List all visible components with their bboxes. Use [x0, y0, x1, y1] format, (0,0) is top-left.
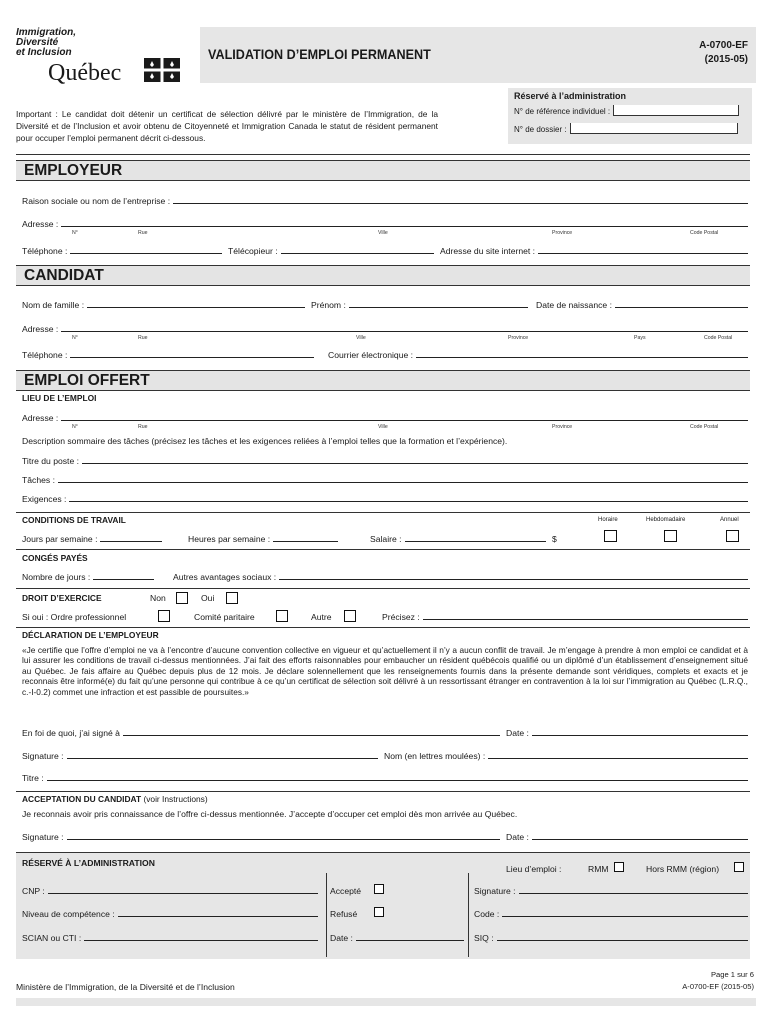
fleur-de-lis-flag-icon [144, 58, 180, 82]
job-tasks-line [58, 481, 748, 483]
employer-fax-field[interactable]: Télécopieur : [228, 246, 434, 256]
dossier-digit-boxes[interactable] [570, 123, 738, 134]
footer-form-code: A-0700-EF (2015-05) [682, 982, 754, 991]
employer-address-line [61, 225, 748, 227]
footer-ministry: Ministère de l’Immigration, de la Diversité et de l’Inclusion [16, 982, 235, 992]
specify-field[interactable]: Précisez : [382, 612, 748, 622]
declaration-signature-field[interactable]: Signature : [22, 751, 378, 761]
job-sub-no: N° [72, 424, 78, 430]
ref-digit-boxes[interactable] [613, 105, 739, 116]
employer-sub-street: Rue [138, 230, 148, 236]
job-sub-postal: Code Postal [690, 424, 719, 430]
refused-label: Refusé [330, 909, 358, 919]
hours-line [273, 540, 338, 542]
employer-phone-field[interactable]: Téléphone : [22, 246, 222, 256]
skill-level-line [118, 915, 318, 917]
logo-quebec-wordmark: Québec [48, 60, 122, 86]
practice-no-label: Non [150, 593, 166, 603]
siq-field[interactable]: SIQ : [474, 933, 748, 943]
section-employeur: EMPLOYEUR [16, 160, 750, 181]
code-line [502, 915, 748, 917]
joint-committee-checkbox[interactable] [276, 610, 288, 622]
scian-line [84, 939, 318, 941]
professional-order-checkbox[interactable] [158, 610, 170, 622]
acceptance-text: Je reconnais avoir pris connaissance de l’offre ci-dessus mentionnée. J’accepte d’occuper cet emploi dès mon arrivée au Québec. [22, 809, 518, 819]
rule-declaration [16, 627, 750, 628]
candidate-address-field[interactable]: Adresse : [22, 324, 748, 334]
candidate-dob-field[interactable]: Date de naissance : [536, 300, 748, 310]
days-per-week-field[interactable]: Jours par semaine : [22, 534, 162, 544]
salary-annual-checkbox[interactable] [726, 530, 739, 542]
refused-checkbox[interactable] [374, 907, 384, 917]
admin-divider-1 [326, 873, 327, 957]
section-emploi-offert: EMPLOI OFFERT [16, 370, 750, 391]
practice-heading: DROIT D’EXERCICE [22, 593, 102, 603]
rule-acceptance [16, 791, 750, 792]
candidate-sub-street: Rue [138, 335, 148, 341]
admin-date-line [356, 939, 464, 941]
declaration-title-line [47, 779, 748, 781]
specify-line [423, 618, 748, 620]
declaration-text: «Je certifie que l’offre d’emploi ne va à l’encontre d’aucune convention collective en vigueur et qu’actuellement il n’y a aucun conflit de travail. Je m’engage à prendre à mon emploi ce candidat et à lui assurer les conditions de travail ci-dessus mentionnées. J’ai fait des efforts raisonnables pour embaucher un résident québécois qualifié ou un diplômé d’un établissement d’enseignement situé au Québec. Je fais affaire au Québec depuis plus de 12 mois. Je déclare solennellement que les renseignements fournis dans la présente demande sont véridiques, complets et exacts et je reconnais être informé(e) du fait qu’une personne qui contribue à ce qu’un certificat de sélection soit délivré à un ressortissant étranger en contravention à la loi sur l’immigration au Québec (L.R.Q., c.-I-0.2) commet une infraction et est passible de poursuites.» [22, 645, 748, 697]
job-tasks-field[interactable]: Tâches : [22, 475, 748, 485]
salary-annual-label: Annuel [720, 517, 739, 523]
salary-hourly-label: Horaire [598, 517, 618, 523]
employer-website-field[interactable]: Adresse du site internet : [440, 246, 748, 256]
intro-text: Important : Le candidat doit détenir un certificat de sélection délivré par le ministère de l’Immigration, de la Diversité et de l’Inclusion et avoir obtenu de Citoyenneté et Immigration Canada le statut de résident permanent pour occuper l’emploi permanent décrit ci-dessous. [16, 109, 438, 143]
candidate-firstname-field[interactable]: Prénom : [311, 300, 528, 310]
leave-days-field[interactable]: Nombre de jours : [22, 572, 154, 582]
work-location-label: Lieu d’emploi : [506, 864, 562, 874]
job-sub-province: Province [552, 424, 573, 430]
job-description-text: Description sommaire des tâches (précisez les tâches et les exigences reliées à l’emploi telles que la formation et l’expérience). [22, 436, 508, 446]
job-requirements-field[interactable]: Exigences : [22, 494, 748, 504]
employer-sub-province: Province [552, 230, 573, 236]
job-address-line [61, 419, 748, 421]
outside-rmm-checkbox[interactable] [734, 862, 744, 872]
siq-line [497, 939, 748, 941]
printed-name-line [488, 757, 748, 759]
employer-address-field[interactable]: Adresse : [22, 219, 748, 229]
form-date: (2015-05) [704, 54, 748, 65]
rmm-checkbox[interactable] [614, 862, 624, 872]
employer-sub-no: N° [72, 230, 78, 236]
candidate-lastname-field[interactable]: Nom de famille : [22, 300, 305, 310]
rmm-label: RMM [588, 864, 609, 874]
scian-field[interactable]: SCIAN ou CTI : [22, 933, 318, 943]
job-address-field[interactable]: Adresse : [22, 413, 748, 423]
other-benefits-field[interactable]: Autres avantages sociaux : [173, 572, 748, 582]
job-sub-street: Rue [138, 424, 148, 430]
code-field[interactable]: Code : [474, 909, 748, 919]
job-location-heading: LIEU DE L’EMPLOI [22, 393, 97, 403]
practice-yes-checkbox[interactable] [226, 592, 238, 604]
section-candidat: CANDIDAT [16, 265, 750, 286]
accepted-checkbox[interactable] [374, 884, 384, 894]
logo-line-1: Immigration, [16, 27, 77, 38]
admin-divider-2 [468, 873, 469, 957]
leave-heading: CONGÉS PAYÉS [22, 553, 88, 563]
job-requirements-line [69, 500, 748, 502]
candidate-sub-no: N° [72, 335, 78, 341]
salary-field[interactable]: Salaire : [370, 534, 546, 544]
printed-name-field[interactable]: Nom (en lettres moulées) : [384, 751, 748, 761]
rule-conditions [16, 512, 750, 513]
page-title: VALIDATION D’EMPLOI PERMANENT [208, 46, 431, 62]
days-line [100, 540, 162, 542]
salary-hourly-checkbox[interactable] [604, 530, 617, 542]
skill-level-field[interactable]: Niveau de compétence : [22, 909, 318, 919]
declaration-date-field[interactable]: Date : [506, 728, 748, 738]
if-yes-order-label: Si oui : Ordre professionnel [22, 612, 127, 622]
candidate-sub-postal: Code Postal [704, 335, 733, 341]
admin-box-title: Réservé à l’administration [514, 91, 627, 101]
candidate-address-line [61, 330, 748, 332]
logo-line-3: et Inclusion [16, 47, 72, 58]
cnp-line [48, 892, 318, 894]
admin-box-top [508, 88, 752, 144]
admin-reserved-heading: RÉSERVÉ À L’ADMINISTRATION [22, 858, 155, 868]
declaration-title-field[interactable]: Titre : [22, 773, 748, 783]
candidate-email-field[interactable]: Courrier électronique : [328, 350, 748, 360]
practice-yes-label: Oui [201, 593, 215, 603]
acceptance-heading: ACCEPTATION DU CANDIDAT (voir Instructions) [22, 794, 208, 804]
salary-line [405, 540, 546, 542]
company-name-line [173, 202, 748, 204]
acceptance-signature-line [67, 838, 500, 840]
declaration-signature-line [67, 757, 378, 759]
candidate-sub-city: Ville [356, 335, 366, 341]
candidate-sub-country: Pays [634, 335, 646, 341]
signed-at-field[interactable]: En foi de quoi, j’ai signé à [22, 728, 500, 738]
admin-date-field[interactable]: Date : [330, 933, 464, 943]
footer-band [16, 998, 756, 1006]
candidate-phone-line [70, 356, 314, 358]
leave-days-line [93, 578, 154, 580]
currency-symbol: $ [552, 534, 557, 544]
rule-practice [16, 588, 750, 589]
conditions-heading: CONDITIONS DE TRAVAIL [22, 515, 126, 525]
acceptance-signature-field[interactable]: Signature : [22, 832, 500, 842]
employer-phone-line [70, 252, 222, 254]
acceptance-date-field[interactable]: Date : [506, 832, 748, 842]
top-rule [16, 154, 750, 155]
employer-sub-city: Ville [378, 230, 388, 236]
cnp-field[interactable]: CNP : [22, 886, 318, 896]
job-title-field[interactable]: Titre du poste : [22, 456, 748, 466]
logo-line-2: Diversité [16, 37, 59, 48]
joint-committee-label: Comité paritaire [194, 612, 255, 622]
ministry-logo [16, 28, 196, 92]
acceptance-date-line [532, 838, 748, 840]
job-title-line [82, 462, 748, 464]
declaration-heading: DÉCLARATION DE L’EMPLOYEUR [22, 630, 159, 640]
employer-sub-postal: Code Postal [690, 230, 719, 236]
salary-weekly-label: Hebdomadaire [646, 517, 686, 523]
employer-website-line [538, 252, 748, 254]
other-label: Autre [311, 612, 332, 622]
outside-rmm-label: Hors RMM (région) [646, 864, 720, 874]
practice-no-checkbox[interactable] [176, 592, 188, 604]
dob-line [615, 306, 748, 308]
job-sub-city: Ville [378, 424, 388, 430]
form-code: A-0700-EF [699, 40, 748, 51]
footer-page-number: Page 1 sur 6 [710, 970, 754, 979]
candidate-sub-province: Province [508, 335, 529, 341]
admin-dossier-field[interactable]: N° de dossier : [514, 123, 738, 134]
declaration-date-line [532, 734, 748, 736]
hours-per-week-field[interactable]: Heures par semaine : [188, 534, 338, 544]
other-checkbox[interactable] [344, 610, 356, 622]
signed-at-line [123, 734, 500, 736]
other-benefits-line [279, 578, 748, 580]
company-name-field[interactable]: Raison sociale ou nom de l’entreprise : [22, 196, 748, 206]
candidate-phone-field[interactable]: Téléphone : [22, 350, 314, 360]
admin-ref-field[interactable]: N° de référence individuel : [514, 105, 739, 116]
lastname-line [87, 306, 305, 308]
firstname-line [349, 306, 528, 308]
employer-fax-line [281, 252, 434, 254]
admin-signature-line [519, 892, 748, 894]
accepted-label: Accepté [330, 886, 362, 896]
salary-weekly-checkbox[interactable] [664, 530, 677, 542]
admin-signature-field[interactable]: Signature : [474, 886, 748, 896]
candidate-email-line [416, 356, 748, 358]
rule-leave [16, 549, 750, 550]
